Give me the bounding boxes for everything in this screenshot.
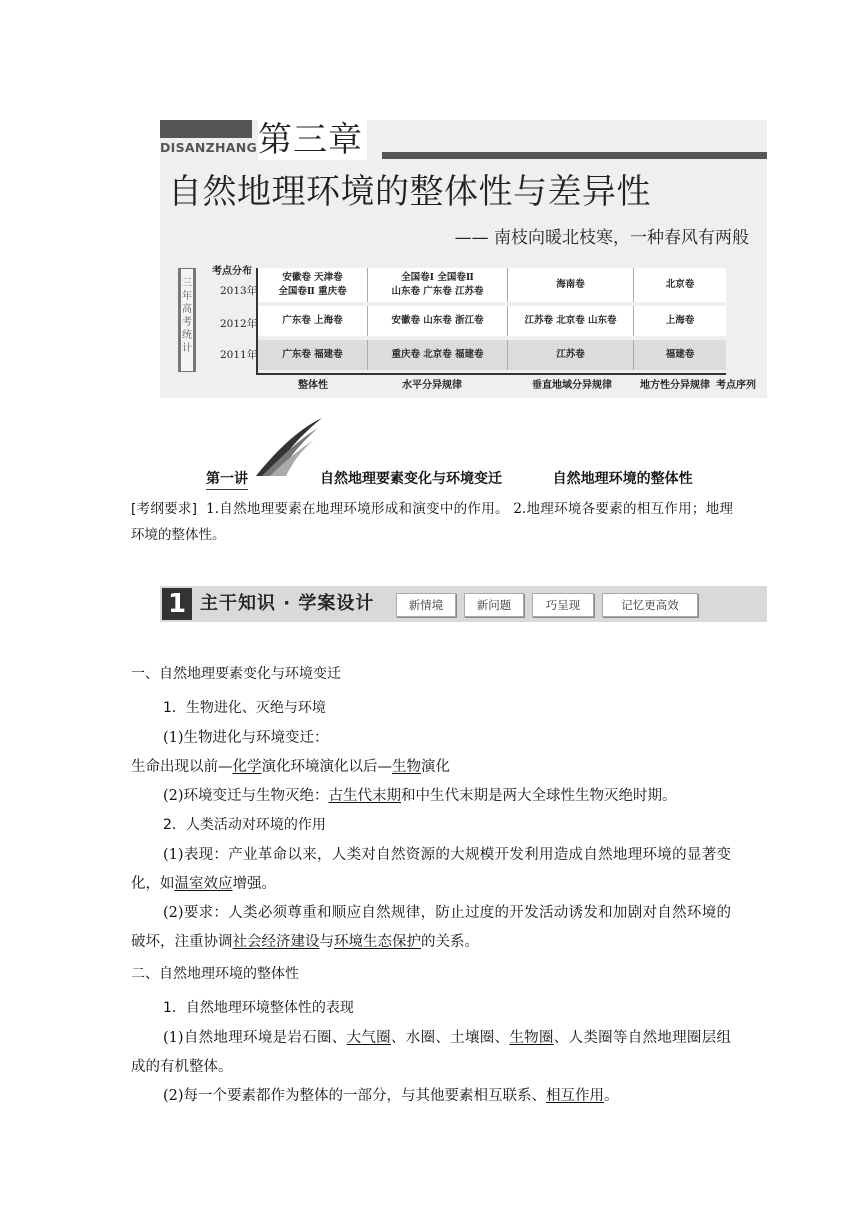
stats-axis-label: 考点分布 xyxy=(212,266,252,277)
year-label-2011: 2011年 xyxy=(220,349,258,361)
stats-cell: 海南卷 xyxy=(508,268,634,302)
stats-cell: 上海卷 xyxy=(634,306,726,336)
stats-cell: 重庆卷 北京卷 福建卷 xyxy=(368,340,508,370)
paragraph: (1)表现：产业革命以来，人类对自然资源的大规模开发利用造成自然地理环境的显著变化，如温室效应增强。 xyxy=(131,847,731,892)
lecture-title: 自然地理要素变化与环境变迁 自然地理环境的整体性 xyxy=(320,471,693,487)
heading-2-1: 1．自然地理环境整体性的表现 xyxy=(163,1000,354,1016)
lecture-number: 第一讲 xyxy=(206,468,248,490)
paragraph: (2)要求：人类必须尊重和顺应自然规律，防止过度的开发活动诱发和加剧对自然环境的破坏，注重协调社会经济建设与环境生态保护的关系。 xyxy=(131,905,731,950)
banner-rule xyxy=(382,152,767,159)
tab-new-context[interactable]: 新情境 xyxy=(396,593,456,617)
stats-cell: 广东卷 上海卷 xyxy=(258,306,368,336)
column-label: 整体性 xyxy=(298,380,328,391)
requirements-tag: [考纲要求] xyxy=(131,501,197,517)
heading-1-1: 1．生物进化、灭绝与环境 xyxy=(163,700,326,716)
requirements-text: 1.自然地理要素在地理环境形成和演变中的作用。 2.地理环境各要素的相互作用；地理环境的整体性。 xyxy=(131,501,733,543)
swoosh-icon xyxy=(252,416,324,480)
heading-1-2: 2．人类活动对环境的作用 xyxy=(163,817,326,833)
tab-new-question[interactable]: 新问题 xyxy=(464,593,524,617)
banner-top-bar xyxy=(160,120,252,138)
section-banner xyxy=(160,586,767,622)
tab-memory-efficient[interactable]: 记忆更高效 xyxy=(602,593,698,617)
column-label: 水平分异规律 xyxy=(402,380,462,391)
paragraph: (1)自然地理环境是岩石圈、大气圈、水圈、土壤圈、生物圈、人类圈等自然地理圈层组成的有机整体。 xyxy=(131,1030,732,1075)
exam-requirements xyxy=(131,496,733,548)
stats-cell: 全国卷Ⅰ 全国卷Ⅱ 山东卷 广东卷 江苏卷 xyxy=(368,268,508,302)
column-label: 考点序列 xyxy=(716,380,756,391)
chapter-banner xyxy=(160,120,767,398)
paragraph: (1)生物进化与环境变迁： xyxy=(163,730,329,746)
paragraph: (2)每一个要素都作为整体的一部分，与其他要素相互联系、相互作用。 xyxy=(163,1088,619,1104)
year-label-2012: 2012年 xyxy=(220,318,258,330)
chapter-subtitle: —— 南枝向暖北枝寒，一种春风有两般 xyxy=(454,228,749,248)
column-label: 地方性分异规律 xyxy=(640,380,710,391)
tab-clever-presentation[interactable]: 巧呈现 xyxy=(532,593,594,617)
stats-cell: 福建卷 xyxy=(634,340,726,370)
chapter-title: 自然地理环境的整体性与差异性 xyxy=(168,172,651,212)
stats-cell: 江苏卷 北京卷 山东卷 xyxy=(508,306,634,336)
stats-cell: 安徽卷 天津卷 全国卷Ⅱ 重庆卷 xyxy=(258,268,368,302)
column-label: 垂直地域分异规律 xyxy=(532,380,612,391)
heading-section-one: 一、自然地理要素变化与环境变迁 xyxy=(131,666,341,682)
chapter-label: 第三章 xyxy=(258,120,367,160)
stats-cell: 江苏卷 xyxy=(508,340,634,370)
paragraph: 生命出现以前—化学演化环境演化以后—生物演化 xyxy=(131,759,450,775)
stats-cell: 广东卷 福建卷 xyxy=(258,340,368,370)
chapter-pinyin: DISANZHANG xyxy=(160,140,258,155)
paragraph: (2)环境变迁与生物灭绝：古生代末期和中生代末期是两大全球性生物灭绝时期。 xyxy=(163,788,677,804)
section-title: 主干知识 · 学案设计 xyxy=(200,593,375,614)
stats-x-axis xyxy=(256,373,726,375)
stats-cell: 北京卷 xyxy=(634,268,726,302)
heading-section-two: 二、自然地理环境的整体性 xyxy=(131,966,299,982)
stats-side-label: 三年高考统计 xyxy=(178,268,196,372)
year-label-2013: 2013年 xyxy=(220,285,258,297)
section-number-badge: 1 xyxy=(162,588,192,620)
stats-cell: 安徽卷 山东卷 浙江卷 xyxy=(368,306,508,336)
